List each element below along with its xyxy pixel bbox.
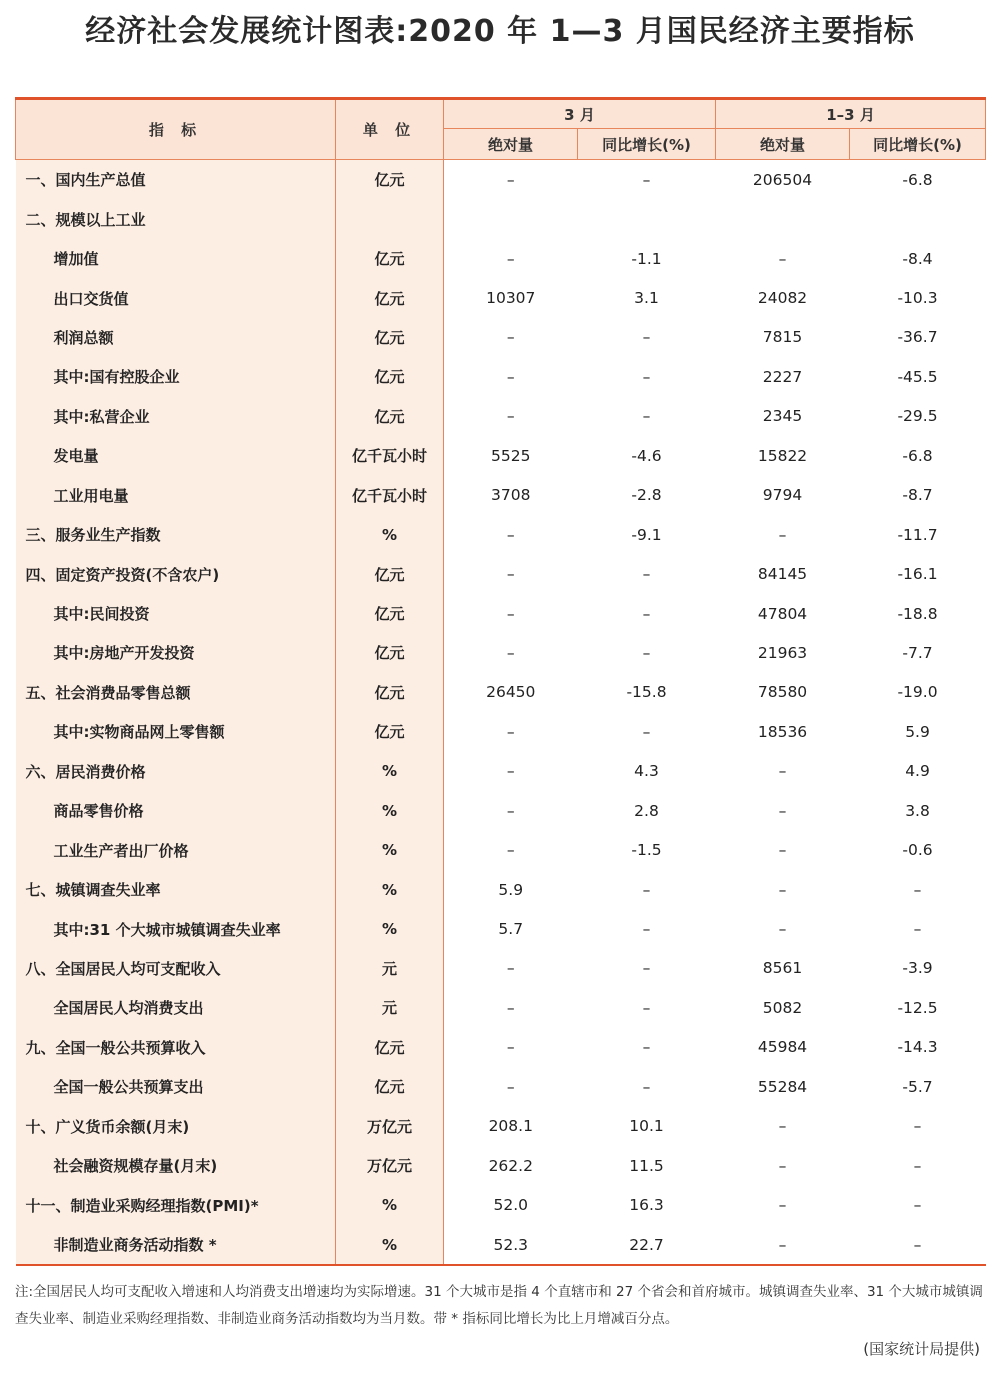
cell-q1-abs: – <box>778 525 787 544</box>
cell-indicator: 九、全国一般公共预算收入 <box>16 1028 336 1067</box>
cell-march-abs: – <box>506 841 515 860</box>
cell-unit: % <box>336 752 444 791</box>
table-row <box>16 594 986 633</box>
cell-q1-abs: 45984 <box>757 1038 808 1057</box>
table-row <box>16 752 986 791</box>
cell-march-yoy: – <box>642 1077 651 1096</box>
cell-unit: % <box>336 1185 444 1224</box>
header-q1-abs: 绝对量 <box>716 129 850 160</box>
cell-indicator: 其中:私营企业 <box>16 397 336 436</box>
cell-q1-yoy: -45.5 <box>897 367 938 386</box>
cell-q1-abs: 2345 <box>762 407 803 426</box>
cell-indicator: 利润总额 <box>16 318 336 357</box>
cell-q1-yoy: 4.9 <box>905 762 930 781</box>
cell-unit: 亿元 <box>336 554 444 593</box>
cell-q1-abs: – <box>778 801 787 820</box>
cell-unit: 万亿元 <box>336 1107 444 1146</box>
table-row <box>16 160 986 200</box>
cell-indicator: 全国一般公共预算支出 <box>16 1067 336 1106</box>
cell-march-abs: – <box>506 328 515 347</box>
cell-march-abs: – <box>506 959 515 978</box>
cell-march-abs: – <box>506 170 515 189</box>
cell-q1-yoy: -12.5 <box>897 998 938 1017</box>
cell-indicator: 四、固定资产投资(不含农户) <box>16 554 336 593</box>
cell-march-yoy: – <box>642 959 651 978</box>
cell-unit: 亿元 <box>336 357 444 396</box>
cell-q1-abs: – <box>778 841 787 860</box>
cell-march-yoy: -1.5 <box>631 841 662 860</box>
cell-q1-abs: – <box>778 920 787 939</box>
cell-march-abs: – <box>506 604 515 623</box>
cell-march-abs: – <box>506 525 515 544</box>
cell-march-abs: 5525 <box>491 446 531 465</box>
cell-indicator: 二、规模以上工业 <box>16 199 336 238</box>
cell-unit: 亿元 <box>336 594 444 633</box>
cell-march-yoy: – <box>642 643 651 662</box>
cell-q1-yoy: -0.6 <box>902 841 933 860</box>
cell-q1-abs: – <box>778 1156 787 1175</box>
cell-march-abs: – <box>506 722 515 741</box>
table-row <box>16 554 986 593</box>
table-row <box>16 1067 986 1106</box>
cell-q1-abs: – <box>778 249 787 268</box>
cell-march-yoy: – <box>642 722 651 741</box>
cell-q1-yoy: -11.7 <box>897 525 938 544</box>
cell-indicator: 五、社会消费品零售总额 <box>16 673 336 712</box>
cell-march-yoy: – <box>642 367 651 386</box>
table-row <box>16 318 986 357</box>
cell-unit: % <box>336 909 444 948</box>
cell-q1-abs: – <box>778 880 787 899</box>
cell-unit: 亿元 <box>336 1028 444 1067</box>
cell-q1-abs: 8561 <box>762 959 803 978</box>
header-march-abs: 绝对量 <box>444 129 578 160</box>
cell-march-yoy: -9.1 <box>631 525 662 544</box>
cell-unit: 亿元 <box>336 1067 444 1106</box>
table-row <box>16 515 986 554</box>
cell-q1-abs: 84145 <box>757 565 808 584</box>
cell-indicator: 工业生产者出厂价格 <box>16 830 336 869</box>
cell-indicator: 十、广义货币余额(月末) <box>16 1107 336 1146</box>
cell-march-abs: 10307 <box>486 289 536 308</box>
cell-march-abs: – <box>506 762 515 781</box>
cell-indicator: 八、全国居民人均可支配收入 <box>16 949 336 988</box>
cell-indicator: 增加值 <box>16 239 336 278</box>
table-row <box>16 1185 986 1224</box>
table-row <box>16 1146 986 1185</box>
header-q1-yoy: 同比增长(%) <box>850 129 986 160</box>
header-indicator: 指 标 <box>16 99 336 160</box>
cell-q1-yoy: – <box>913 1117 922 1136</box>
cell-q1-abs: 21963 <box>757 643 808 662</box>
cell-q1-abs: 9794 <box>762 486 803 505</box>
cell-march-yoy: -15.8 <box>626 683 667 702</box>
table-header <box>16 99 986 160</box>
table-row <box>16 278 986 317</box>
cell-q1-abs: 55284 <box>757 1077 808 1096</box>
cell-march-abs: – <box>506 1038 515 1057</box>
cell-march-abs: – <box>506 249 515 268</box>
cell-q1-yoy: -5.7 <box>902 1077 933 1096</box>
cell-march-yoy: – <box>642 328 651 347</box>
cell-q1-yoy: – <box>913 1235 922 1254</box>
cell-indicator: 六、居民消费价格 <box>16 752 336 791</box>
cell-unit: 元 <box>336 949 444 988</box>
cell-march-yoy <box>578 199 716 238</box>
cell-unit: 元 <box>336 988 444 1027</box>
cell-indicator: 十一、制造业采购经理指数(PMI)* <box>16 1185 336 1224</box>
cell-q1-yoy: – <box>913 1156 922 1175</box>
cell-q1-yoy: -8.4 <box>902 249 933 268</box>
cell-indicator: 工业用电量 <box>16 476 336 515</box>
cell-indicator: 其中:31 个大城市城镇调查失业率 <box>16 909 336 948</box>
cell-q1-yoy: – <box>913 920 922 939</box>
table-row <box>16 633 986 672</box>
cell-march-yoy: 10.1 <box>629 1117 664 1136</box>
cell-march-yoy: – <box>642 920 651 939</box>
indicators-table <box>15 97 986 1266</box>
cell-march-abs: 52.0 <box>493 1196 528 1215</box>
cell-march-yoy: -4.6 <box>631 446 662 465</box>
cell-indicator: 三、服务业生产指数 <box>16 515 336 554</box>
cell-unit: % <box>336 515 444 554</box>
cell-q1-abs: 18536 <box>757 722 808 741</box>
table-row <box>16 673 986 712</box>
cell-q1-yoy: -36.7 <box>897 328 938 347</box>
cell-q1-yoy: -10.3 <box>897 289 938 308</box>
cell-q1-abs <box>716 199 850 238</box>
cell-march-abs <box>444 199 578 238</box>
source-credit: (国家统计局提供) <box>863 1340 980 1358</box>
cell-unit: 亿千瓦小时 <box>336 476 444 515</box>
cell-q1-abs: – <box>778 1117 787 1136</box>
cell-march-abs: – <box>506 367 515 386</box>
cell-indicator: 其中:实物商品网上零售额 <box>16 712 336 751</box>
cell-march-yoy: 2.8 <box>634 801 659 820</box>
table-body <box>16 160 986 1266</box>
cell-march-abs: 52.3 <box>493 1235 528 1254</box>
cell-q1-yoy: -6.8 <box>902 170 933 189</box>
cell-march-yoy: – <box>642 565 651 584</box>
cell-march-abs: – <box>506 407 515 426</box>
table-row <box>16 199 986 238</box>
cell-q1-abs: – <box>778 1235 787 1254</box>
header-march-yoy: 同比增长(%) <box>578 129 716 160</box>
cell-q1-abs: 15822 <box>757 446 808 465</box>
cell-march-yoy: 22.7 <box>629 1235 664 1254</box>
cell-q1-yoy: -16.1 <box>897 565 938 584</box>
cell-march-yoy: – <box>642 407 651 426</box>
cell-q1-abs: 206504 <box>752 170 813 189</box>
table-row <box>16 1225 986 1265</box>
cell-q1-abs: – <box>778 1196 787 1215</box>
cell-march-yoy: -1.1 <box>631 249 662 268</box>
table-row <box>16 436 986 475</box>
cell-q1-yoy: -7.7 <box>902 643 933 662</box>
cell-q1-yoy: -8.7 <box>902 486 933 505</box>
header-unit: 单 位 <box>336 99 444 160</box>
cell-march-yoy: -2.8 <box>631 486 662 505</box>
table-row <box>16 397 986 436</box>
cell-q1-yoy: -18.8 <box>897 604 938 623</box>
cell-q1-yoy: 5.9 <box>905 722 930 741</box>
page-title: 经济社会发展统计图表:2020 年 1—3 月国民经济主要指标 <box>85 14 915 49</box>
cell-indicator: 其中:民间投资 <box>16 594 336 633</box>
cell-q1-yoy <box>850 199 986 238</box>
cell-q1-yoy: – <box>913 1196 922 1215</box>
cell-march-abs: 5.7 <box>498 920 524 939</box>
cell-unit: 亿元 <box>336 712 444 751</box>
cell-unit: 亿千瓦小时 <box>336 436 444 475</box>
cell-unit <box>336 199 444 238</box>
cell-q1-abs: 7815 <box>762 328 803 347</box>
cell-unit: 亿元 <box>336 160 444 200</box>
cell-march-abs: – <box>506 998 515 1017</box>
table-row <box>16 1107 986 1146</box>
cell-unit: 亿元 <box>336 633 444 672</box>
header-march: 3 月 <box>444 99 716 129</box>
cell-q1-abs: 5082 <box>762 998 803 1017</box>
cell-march-yoy: – <box>642 880 651 899</box>
header-q1: 1–3 月 <box>716 99 986 129</box>
cell-march-abs: – <box>506 565 515 584</box>
cell-indicator: 发电量 <box>16 436 336 475</box>
cell-indicator: 全国居民人均消费支出 <box>16 988 336 1027</box>
cell-march-yoy: – <box>642 170 651 189</box>
cell-indicator: 社会融资规模存量(月末) <box>16 1146 336 1185</box>
cell-march-yoy: – <box>642 604 651 623</box>
cell-unit: % <box>336 791 444 830</box>
cell-march-abs: 262.2 <box>488 1156 533 1175</box>
table-row <box>16 949 986 988</box>
cell-march-yoy: – <box>642 998 651 1017</box>
cell-indicator: 出口交货值 <box>16 278 336 317</box>
cell-march-abs: 208.1 <box>488 1117 533 1136</box>
cell-unit: % <box>336 830 444 869</box>
cell-q1-yoy: -6.8 <box>902 446 933 465</box>
cell-march-yoy: 4.3 <box>634 762 659 781</box>
cell-q1-yoy: -19.0 <box>897 683 938 702</box>
cell-march-abs: 3708 <box>491 486 531 505</box>
cell-unit: 亿元 <box>336 278 444 317</box>
table-row <box>16 476 986 515</box>
cell-march-abs: – <box>506 801 515 820</box>
cell-march-abs: 26450 <box>486 683 536 702</box>
cell-march-yoy: 16.3 <box>629 1196 664 1215</box>
cell-indicator: 商品零售价格 <box>16 791 336 830</box>
cell-march-abs: 5.9 <box>498 880 524 899</box>
cell-march-yoy: 11.5 <box>629 1156 664 1175</box>
cell-march-abs: – <box>506 1077 515 1096</box>
cell-march-yoy: 3.1 <box>634 289 659 308</box>
cell-q1-yoy: – <box>913 880 922 899</box>
cell-unit: % <box>336 1225 444 1265</box>
cell-unit: 亿元 <box>336 397 444 436</box>
cell-unit: % <box>336 870 444 909</box>
table-row <box>16 909 986 948</box>
footnote: 注:全国居民人均可支配收入增速和人均消费支出增速均为实际增速。31 个大城市是指 4 个直辖市和 27 个省会和首府城市。城镇调查失业率、31 个大城市城镇调查失业率、制造业采购经理指数、非制造业商务活动指数均为当月数。带 * 指标同比增长为比上月增减百分点。 <box>15 1284 983 1327</box>
table-row <box>16 988 986 1027</box>
cell-indicator: 其中:国有控股企业 <box>16 357 336 396</box>
cell-unit: 亿元 <box>336 318 444 357</box>
table-row <box>16 239 986 278</box>
cell-indicator: 其中:房地产开发投资 <box>16 633 336 672</box>
table-row <box>16 870 986 909</box>
cell-unit: 亿元 <box>336 673 444 712</box>
cell-q1-yoy: -29.5 <box>897 407 938 426</box>
table-row <box>16 1028 986 1067</box>
cell-unit: 万亿元 <box>336 1146 444 1185</box>
cell-indicator: 七、城镇调查失业率 <box>16 870 336 909</box>
cell-q1-yoy: 3.8 <box>905 801 930 820</box>
table-row <box>16 712 986 751</box>
cell-q1-abs: 78580 <box>757 683 808 702</box>
table-row <box>16 830 986 869</box>
cell-q1-abs: 24082 <box>757 289 808 308</box>
cell-march-yoy: – <box>642 1038 651 1057</box>
cell-q1-abs: – <box>778 762 787 781</box>
table-row <box>16 357 986 396</box>
cell-march-abs: – <box>506 643 515 662</box>
table-row <box>16 791 986 830</box>
cell-q1-abs: 2227 <box>762 367 803 386</box>
cell-q1-yoy: -14.3 <box>897 1038 938 1057</box>
cell-unit: 亿元 <box>336 239 444 278</box>
cell-q1-yoy: -3.9 <box>902 959 933 978</box>
cell-indicator: 非制造业商务活动指数 * <box>16 1225 336 1265</box>
cell-indicator: 一、国内生产总值 <box>16 160 336 200</box>
cell-q1-abs: 47804 <box>757 604 808 623</box>
